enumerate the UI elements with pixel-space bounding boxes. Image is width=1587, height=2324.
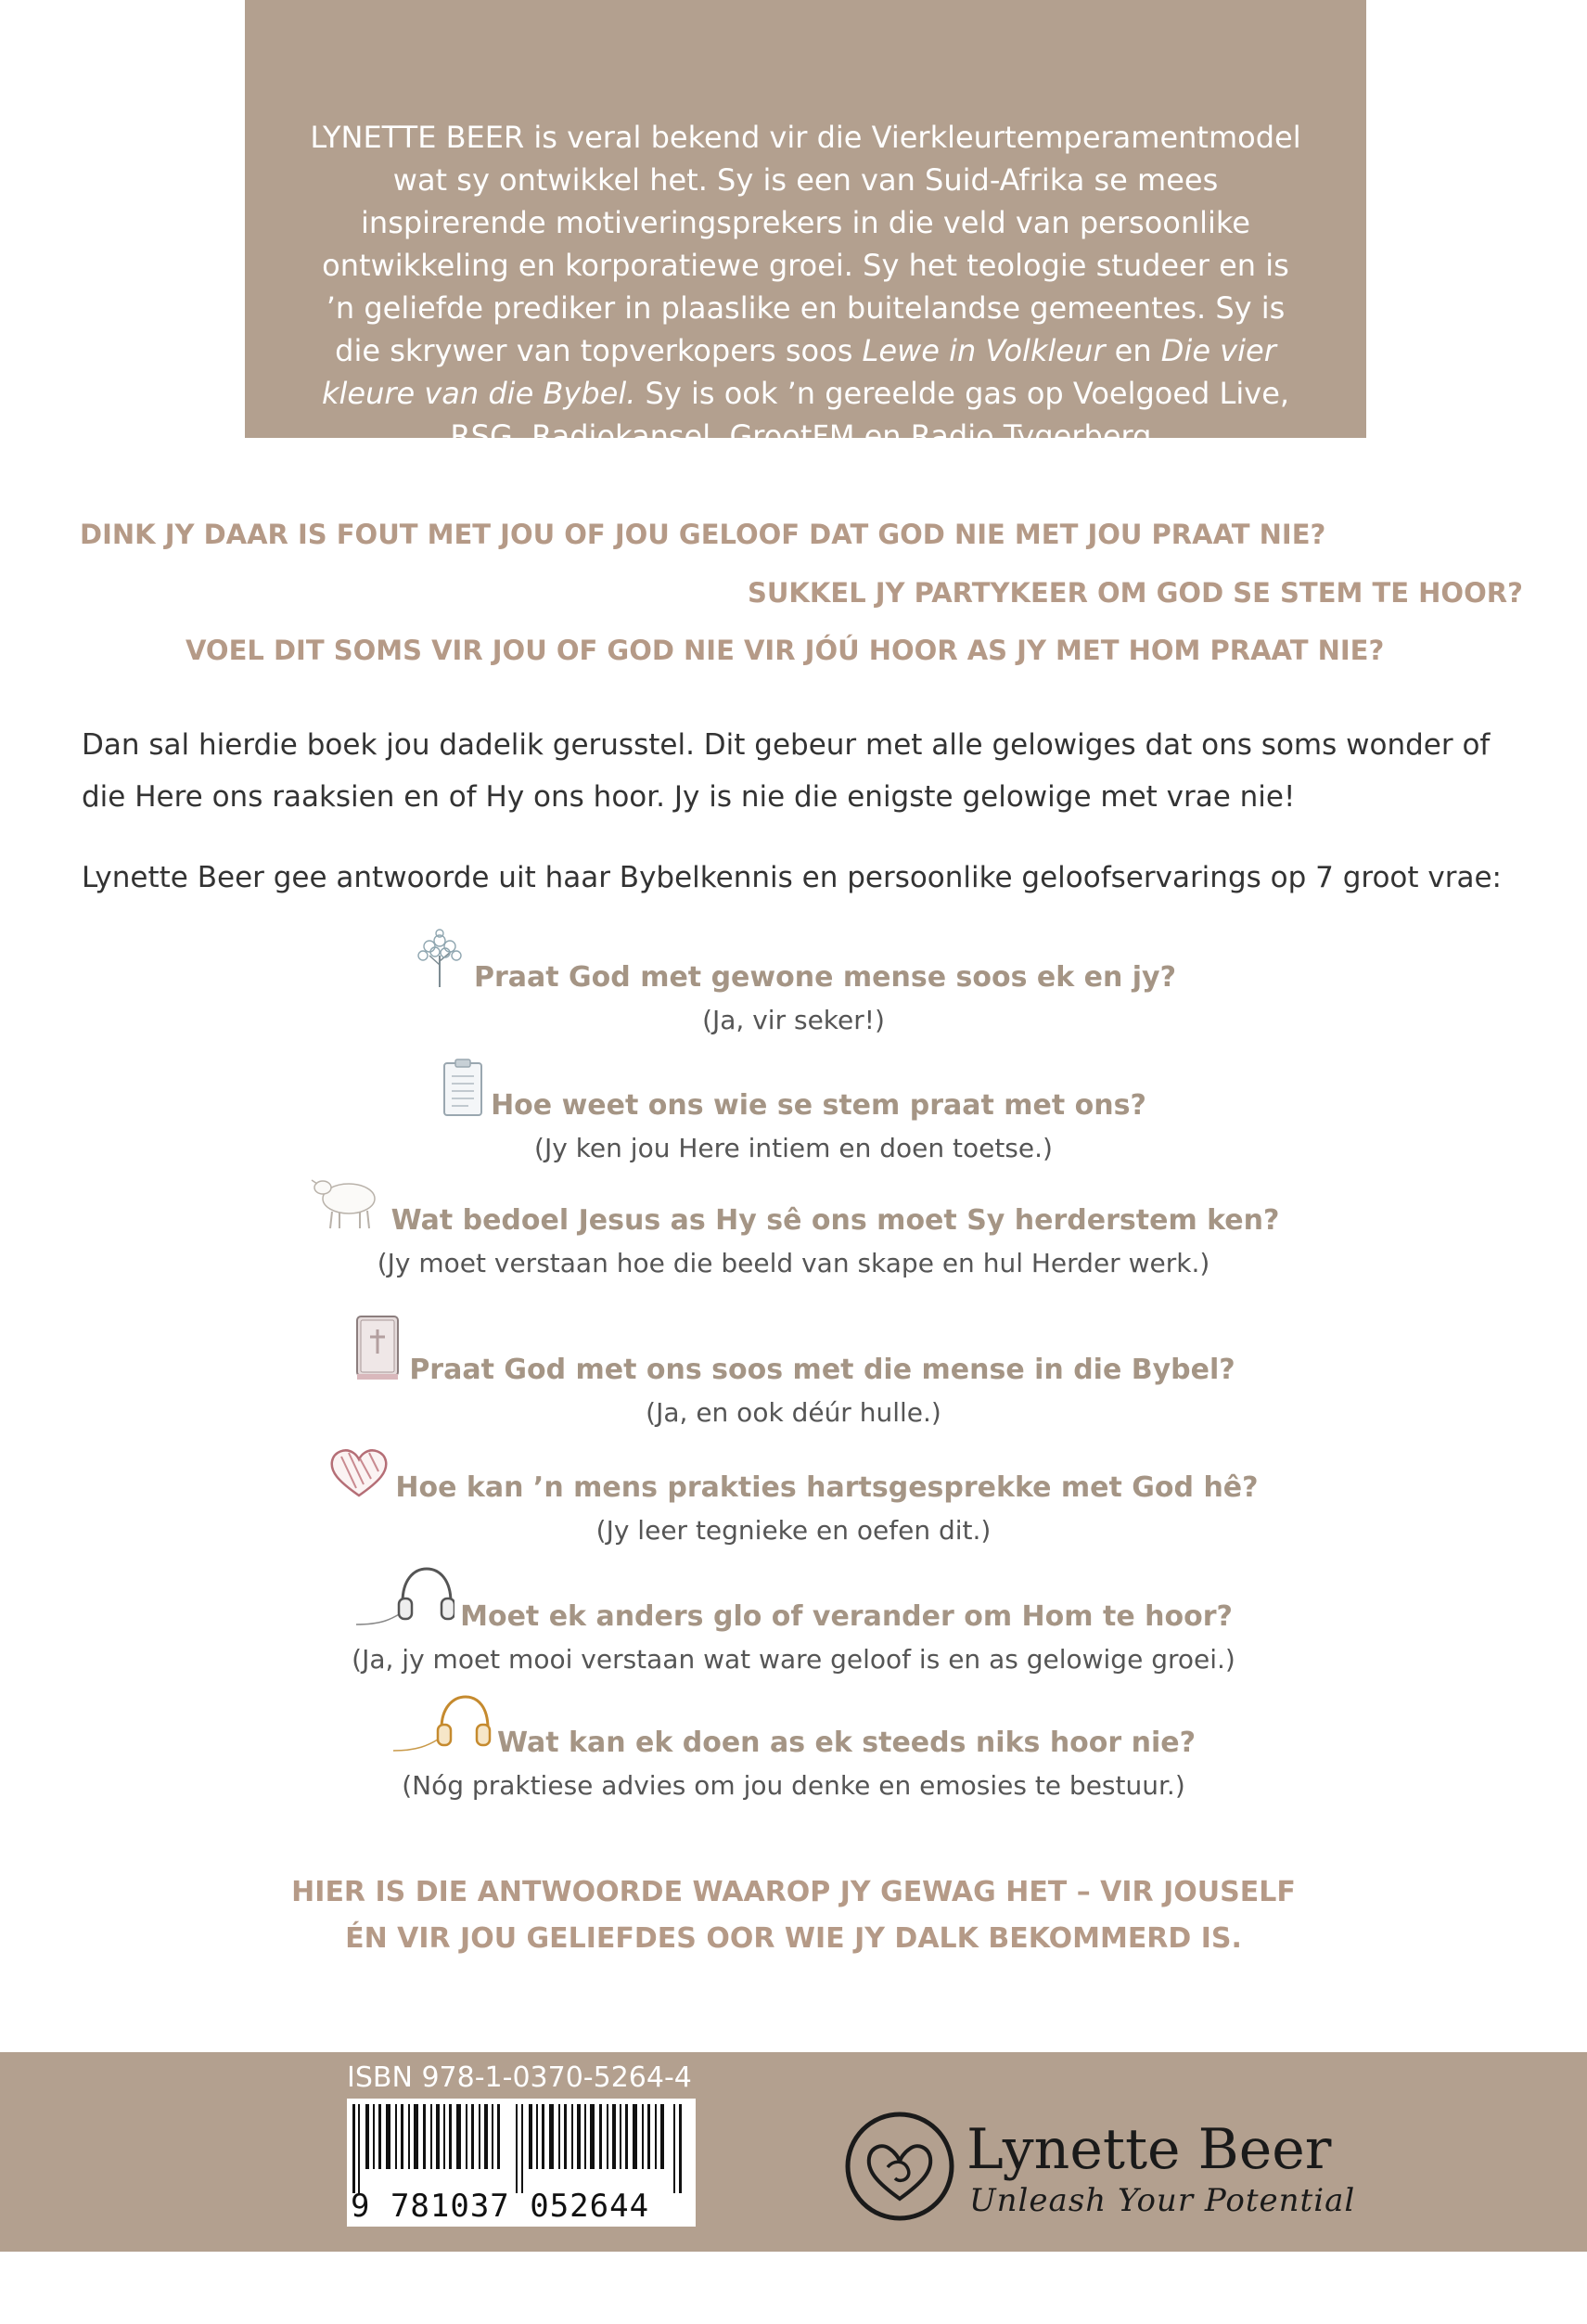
tree-icon [411, 928, 468, 994]
bible-icon [352, 1313, 403, 1386]
lead-in-paragraph: Lynette Beer gee antwoorde uit haar Bybelkennis en persoonlike geloofservarings op 7 groot vrae: [82, 861, 1502, 894]
sheep-icon [308, 1167, 386, 1237]
closing-line-1: HIER IS DIE ANTWOORDE WAAROP JY GEWAG HET – VIR JOUSELF [291, 1876, 1296, 1908]
author-bio-box [245, 0, 1366, 454]
question-item-6 [0, 1563, 1587, 1675]
item-answer: (Jy ken jou Here intiem en doen toetse.) [534, 1133, 1053, 1163]
item-answer: (Ja, jy moet mooi verstaan wat ware geloof is en as gelowige groei.) [352, 1644, 1235, 1675]
clipboard-icon [441, 1058, 485, 1122]
heart-icon [328, 1447, 390, 1504]
book-title-die-vier-kleure: Die vier kleure van die Bybel. [321, 333, 1276, 411]
isbn-label: ISBN 978-1-0370-5264-4 [347, 2061, 692, 2094]
item-answer: (Ja, en ook déúr hulle.) [646, 1397, 941, 1428]
book-title-lewe-in-volkleur: Lewe in Volkleur [862, 333, 1106, 368]
footer-band [0, 2052, 1587, 2252]
item-answer: (Ja, vir seker!) [702, 1005, 885, 1035]
intro-paragraph: Dan sal hierdie boek jou dadelik gerusstel. Dit gebeur met alle gelowiges dat ons soms wonder of die Here ons raaksien en of Hy ons hoor. Jy is nie die enigste gelowige met vrae nie! [82, 728, 1491, 814]
item-question: Praat God met ons soos met die mense in die Bybel? [409, 1354, 1235, 1386]
item-answer: (Jy moet verstaan hoe die beeld van skape en hul Herder werk.) [377, 1248, 1210, 1278]
question-item-3 [0, 1167, 1587, 1278]
question-item-5 [0, 1447, 1587, 1546]
headphones-icon [354, 1563, 454, 1633]
question-item-2 [0, 1058, 1587, 1163]
item-question: Hoe kan ’n mens prakties hartsgesprekke met God hê? [395, 1471, 1259, 1504]
item-answer: (Nóg praktiese advies om jou denke en emosies te bestuur.) [402, 1770, 1185, 1801]
question-item-1 [0, 928, 1587, 1035]
closing-line-2: ÉN VIR JOU GELIEFDES OOR WIE JY DALK BEKOMMERD IS. [345, 1922, 1242, 1955]
hook-question-2: SUKKEL JY PARTYKEER OM GOD SE STEM TE HOOR? [748, 577, 1523, 609]
lynette-beer-logo-icon [839, 2106, 960, 2231]
hook-question-1: DINK JY DAAR IS FOUT MET JOU OF JOU GELOOF DAT GOD NIE MET JOU PRAAT NIE? [80, 519, 1326, 550]
item-question: Praat God met gewone mense soos ek en jy? [473, 961, 1177, 994]
barcode-digits: 9 781037 052644 [351, 2188, 650, 2225]
gold-headphones-icon [391, 1693, 492, 1759]
question-item-4 [0, 1313, 1587, 1428]
question-item-7 [0, 1693, 1587, 1801]
item-question: Moet ek anders glo of verander om Hom te hoor? [460, 1600, 1233, 1633]
hook-question-3: VOEL DIT SOMS VIR JOU OF GOD NIE VIR JÓÚ HOOR AS JY MET HOM PRAAT NIE? [186, 635, 1385, 666]
item-question: Hoe weet ons wie se stem praat met ons? [491, 1089, 1146, 1122]
item-question: Wat bedoel Jesus as Hy sê ons moet Sy herderstem ken? [390, 1204, 1280, 1237]
author-bio: LYNETTE BEER is veral bekend vir die Vierkleurtemperamentmodel wat sy ontwikkel het. Sy is een van Suid-Afrika se mees inspirerende motiveringsprekers in die veld van persoonlike ontwikkeling en korporatiewe groei. Sy het teologie studeer en is ’n geliefde prediker in plaaslike en buitelandse gemeentes. Sy is die skrywer van topverkopers soos Lewe in Volkleur en Die vier kleure van die Bybel. Sy is ook ’n gereelde gas op Voelgoed Live, RSG, Radiokansel, GrootFM en Radio Tygerberg. [310, 120, 1301, 454]
logo-tagline: Unleash Your Potential [969, 2182, 1356, 2219]
item-answer: (Jy leer tegnieke en oefen dit.) [595, 1515, 992, 1546]
item-question: Wat kan ek doen as ek steeds niks hoor nie? [496, 1727, 1197, 1759]
logo-name: Lynette Beer [966, 2117, 1332, 2182]
